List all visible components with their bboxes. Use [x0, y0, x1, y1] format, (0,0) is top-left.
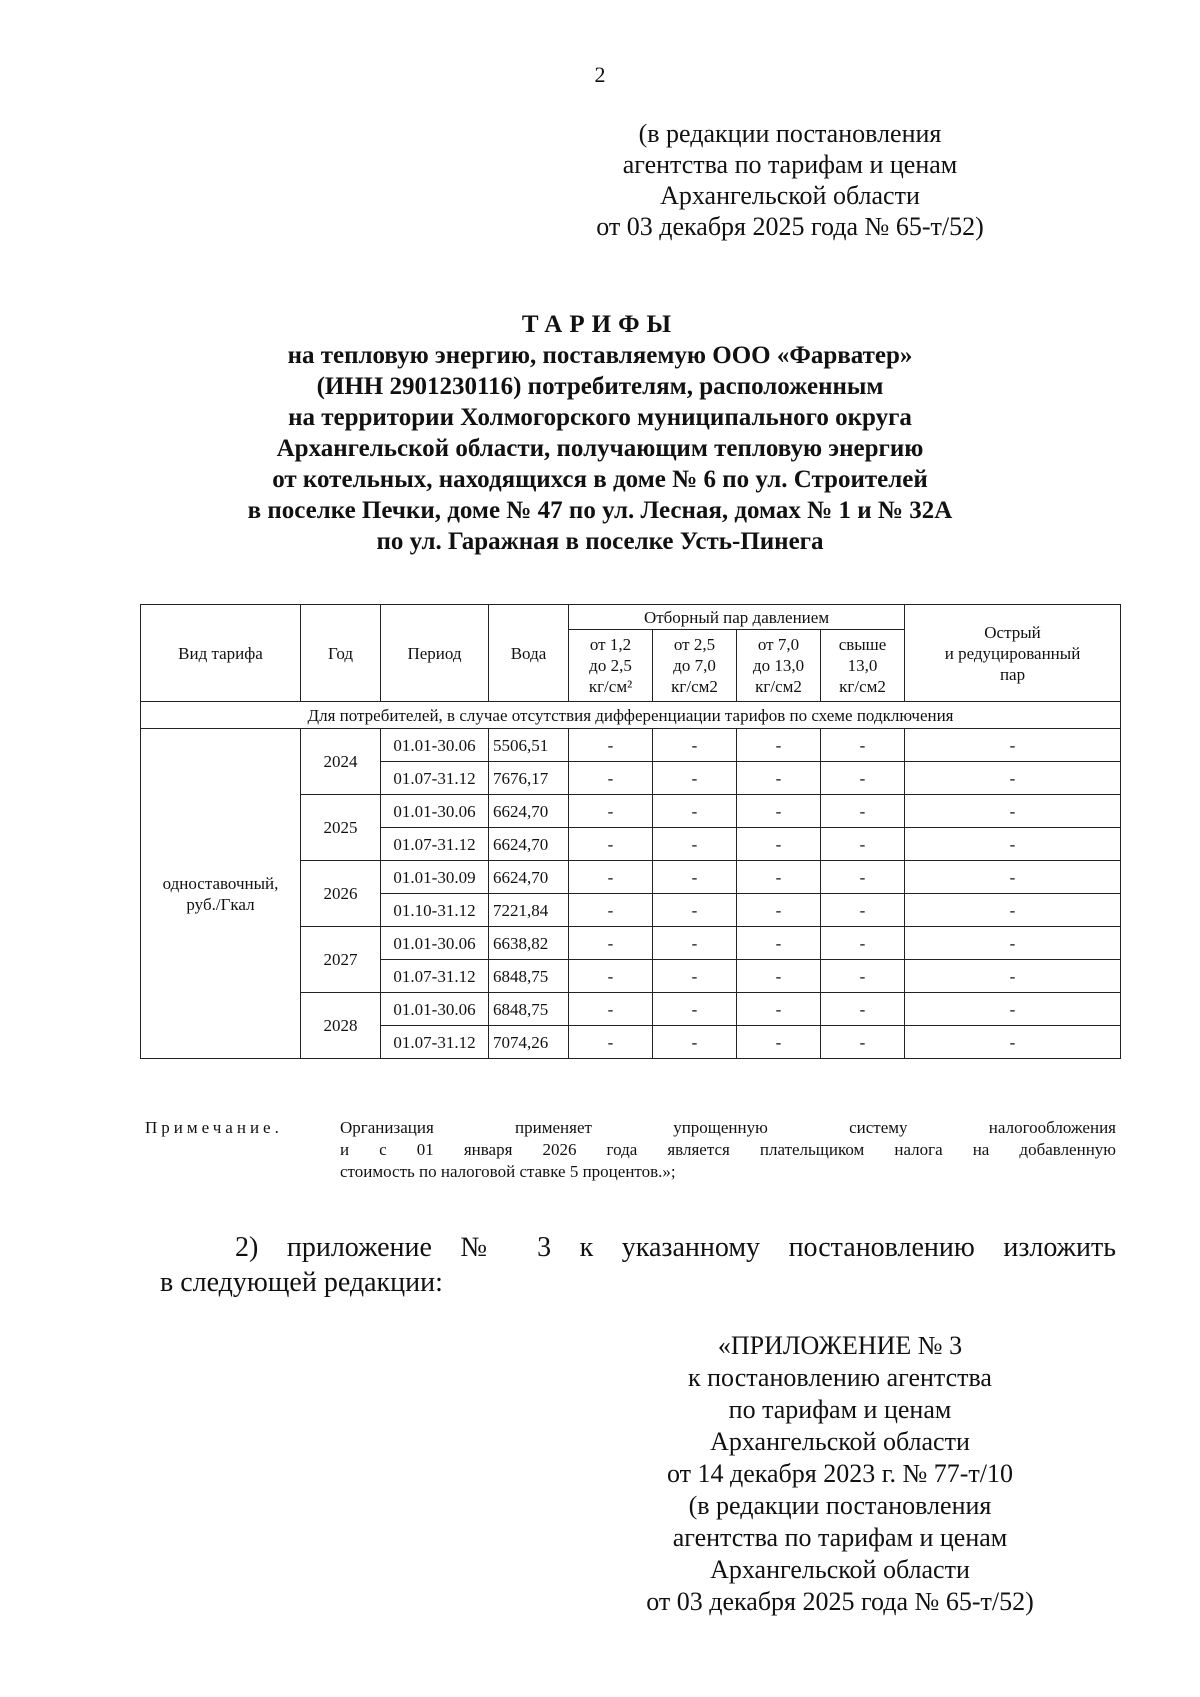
sharp-cell: - — [905, 993, 1121, 1026]
steam-cell: - — [821, 729, 905, 762]
sharp-cell: - — [905, 894, 1121, 927]
stamp-line: от 14 декабря 2023 г. № 77-т/10 — [666, 1459, 1014, 1488]
year-cell: 2025 — [301, 795, 381, 861]
water-cell: 6848,75 — [489, 960, 569, 993]
steam-cell: - — [821, 894, 905, 927]
water-cell: 6624,70 — [489, 828, 569, 861]
steam-cell: - — [821, 828, 905, 861]
steam-cell: - — [653, 729, 737, 762]
steam-cell: - — [737, 894, 821, 927]
note-line: Организация применяет упрощенную систему налогообложения — [340, 1118, 1116, 1137]
steam-cell: - — [569, 729, 653, 762]
header-tariff-type: Вид тарифа — [141, 605, 301, 702]
steam-cell: - — [821, 861, 905, 894]
stamp-line: по тарифам и ценам — [728, 1395, 952, 1424]
header-text: кг/см2 — [755, 677, 802, 696]
steam-cell: - — [737, 762, 821, 795]
table-subheader: Для потребителей, в случае отсутствия дифференциации тарифов по схеме подключения — [141, 702, 1121, 729]
period-cell: 01.01-30.06 — [381, 795, 489, 828]
header-text: пар — [999, 664, 1026, 684]
steam-cell: - — [653, 927, 737, 960]
tariffs-table — [140, 604, 1121, 1059]
stamp-line: (в редакции постановления — [688, 1491, 992, 1520]
title-line: по ул. Гаражная в поселке Усть-Пинега — [376, 528, 824, 555]
sharp-cell: - — [905, 1026, 1121, 1059]
steam-cell: - — [821, 762, 905, 795]
title-line: (ИНН 2901230116) потребителям, расположенным — [316, 373, 884, 400]
note-label: Примечание. — [145, 1118, 283, 1137]
header-steam-col — [821, 630, 905, 702]
stamp-line: (в редакции постановления — [638, 119, 942, 148]
header-text: кг/см² — [588, 677, 633, 696]
title-heading: ТАРИФЫ — [521, 311, 679, 338]
paragraph-line: 2) приложение № 3 к указанному постановлению изложить — [235, 1232, 1116, 1263]
header-text: от 7,0 — [757, 635, 800, 654]
steam-cell: - — [821, 960, 905, 993]
period-cell: 01.07-31.12 — [381, 828, 489, 861]
steam-cell: - — [737, 927, 821, 960]
steam-cell: - — [821, 993, 905, 1026]
steam-cell: - — [569, 927, 653, 960]
steam-cell: - — [653, 861, 737, 894]
steam-cell: - — [653, 993, 737, 1026]
water-cell: 6624,70 — [489, 795, 569, 828]
period-cell: 01.01-30.06 — [381, 993, 489, 1026]
sharp-cell: - — [905, 861, 1121, 894]
period-cell: 01.01-30.06 — [381, 729, 489, 762]
title-line: Архангельской области, получающим тепловую энергию — [276, 435, 924, 462]
stamp-line: Архангельской области — [710, 1427, 970, 1456]
header-text: до 2,5 — [589, 656, 632, 675]
steam-cell: - — [737, 795, 821, 828]
sharp-cell: - — [905, 762, 1121, 795]
year-cell: 2028 — [301, 993, 381, 1059]
note-text — [340, 1117, 1116, 1183]
steam-cell: - — [737, 960, 821, 993]
header-steam-col — [653, 630, 737, 702]
header-text: от 2,5 — [673, 635, 716, 654]
water-cell: 6848,75 — [489, 993, 569, 1026]
steam-cell: - — [653, 1026, 737, 1059]
water-cell: 6624,70 — [489, 861, 569, 894]
header-text: и редуцированный — [944, 643, 1081, 663]
steam-cell: - — [653, 795, 737, 828]
table-row — [141, 729, 1121, 762]
header-sharp-steam — [905, 605, 1121, 702]
steam-cell: - — [653, 828, 737, 861]
period-cell: 01.07-31.12 — [381, 960, 489, 993]
water-cell: 5506,51 — [489, 729, 569, 762]
title-line: в поселке Печки, доме № 47 по ул. Лесная, домах № 1 и № 32А — [247, 497, 953, 524]
stamp-line: агентства по тарифам и ценам — [622, 150, 958, 179]
tariff-type-text: руб./Гкал — [186, 894, 255, 914]
steam-cell: - — [569, 993, 653, 1026]
header-text: свыше — [838, 635, 887, 654]
steam-cell: - — [821, 1026, 905, 1059]
header-text: Острый — [984, 622, 1041, 642]
title-line: на тепловую энергию, поставляемую ООО «Фарватер» — [287, 342, 913, 369]
water-cell: 7221,84 — [489, 894, 569, 927]
steam-cell: - — [569, 861, 653, 894]
water-cell: 7676,17 — [489, 762, 569, 795]
stamp-line: Архангельской области — [710, 1555, 970, 1584]
tariff-type-text: одноставочный, — [162, 873, 279, 893]
title-line: от котельных, находящихся в доме № 6 по ул. Строителей — [272, 466, 928, 493]
water-cell: 6638,82 — [489, 927, 569, 960]
stamp-line: к постановлению агентства — [688, 1363, 992, 1392]
page-number: 2 — [594, 62, 606, 87]
note-line: стоимость по налоговой ставке 5 процентов.»; — [340, 1162, 676, 1181]
sharp-cell: - — [905, 927, 1121, 960]
steam-cell: - — [653, 894, 737, 927]
water-cell: 7074,26 — [489, 1026, 569, 1059]
title-line: на территории Холмогорского муниципального округа — [288, 404, 912, 431]
steam-cell: - — [737, 729, 821, 762]
appendix-stamp — [630, 1330, 1050, 1618]
steam-cell: - — [569, 828, 653, 861]
period-cell: 01.10-31.12 — [381, 894, 489, 927]
steam-cell: - — [737, 993, 821, 1026]
document-title — [0, 310, 1200, 557]
header-water: Вода — [489, 605, 569, 702]
stamp-line: «ПРИЛОЖЕНИЕ № 3 — [717, 1331, 963, 1360]
steam-cell: - — [737, 828, 821, 861]
steam-cell: - — [737, 1026, 821, 1059]
header-steam-group: Отборный пар давлением — [569, 605, 905, 630]
header-text: кг/см2 — [671, 677, 718, 696]
period-cell: 01.07-31.12 — [381, 1026, 489, 1059]
steam-cell: - — [653, 960, 737, 993]
sharp-cell: - — [905, 960, 1121, 993]
header-text: 13,0 — [847, 656, 878, 675]
year-cell: 2026 — [301, 861, 381, 927]
paragraph-line: в следующей редакции: — [160, 1267, 443, 1298]
period-cell: 01.01-30.06 — [381, 927, 489, 960]
header-steam-col — [569, 630, 653, 702]
sharp-cell: - — [905, 795, 1121, 828]
tariff-type-cell — [141, 729, 301, 1059]
period-cell: 01.01-30.09 — [381, 861, 489, 894]
header-steam-col — [737, 630, 821, 702]
steam-cell: - — [569, 795, 653, 828]
steam-cell: - — [569, 762, 653, 795]
header-text: от 1,2 — [589, 635, 632, 654]
header-year: Год — [301, 605, 381, 702]
stamp-line: от 03 декабря 2025 года № 65-т/52) — [646, 1587, 1034, 1616]
sharp-cell: - — [905, 828, 1121, 861]
header-text: до 13,0 — [752, 656, 805, 675]
steam-cell: - — [569, 1026, 653, 1059]
item-2-paragraph — [160, 1230, 1116, 1300]
steam-cell: - — [569, 894, 653, 927]
steam-cell: - — [653, 762, 737, 795]
stamp-line: Архангельской области — [660, 181, 920, 210]
header-text: до 7,0 — [673, 656, 716, 675]
header-revision-stamp — [590, 118, 990, 242]
stamp-line: от 03 декабря 2025 года № 65-т/52) — [596, 212, 984, 241]
header-period: Период — [381, 605, 489, 702]
year-cell: 2027 — [301, 927, 381, 993]
sharp-cell: - — [905, 729, 1121, 762]
steam-cell: - — [821, 927, 905, 960]
steam-cell: - — [569, 960, 653, 993]
note-line: и с 01 января 2026 года является плательщиком налога на добавленную — [340, 1140, 1116, 1159]
steam-cell: - — [821, 795, 905, 828]
steam-cell: - — [737, 861, 821, 894]
header-text: кг/см2 — [839, 677, 886, 696]
stamp-line: агентства по тарифам и ценам — [672, 1523, 1008, 1552]
year-cell: 2024 — [301, 729, 381, 795]
period-cell: 01.07-31.12 — [381, 762, 489, 795]
